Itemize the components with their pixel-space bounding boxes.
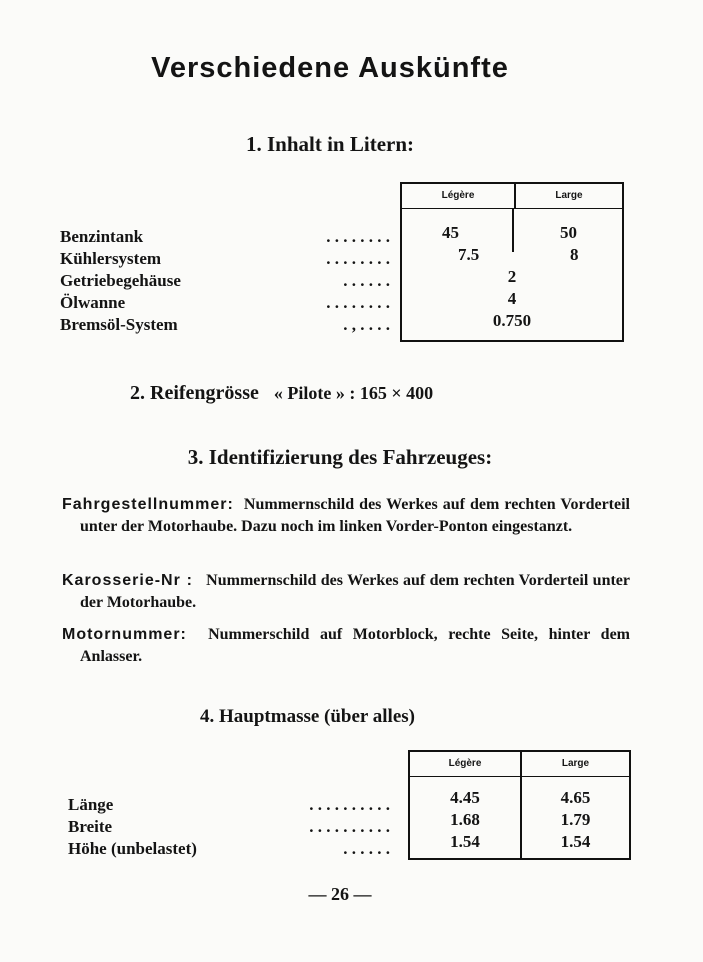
row-label: Kühlersystem: [60, 249, 162, 268]
cell-large: 50: [560, 223, 577, 242]
capacity-table: [400, 182, 624, 342]
cell-large: 8: [570, 245, 579, 264]
item-key: Motornummer:: [62, 626, 187, 643]
column-large: [522, 752, 629, 858]
identification-item: [62, 570, 630, 614]
label-row: [60, 314, 390, 336]
label-row: [68, 838, 390, 860]
leader-dots: . . . . . . . . . .: [309, 817, 390, 836]
tire-size: « Pilote » : 165 × 400: [273, 383, 434, 403]
row-label: Benzintank: [60, 227, 144, 246]
leader-dots: . . . . . .: [343, 839, 390, 858]
cell-large: 1.79: [560, 810, 591, 829]
row-label: Ölwanne: [60, 293, 126, 312]
section1-labels: [60, 226, 390, 336]
row-label: Getriebegehäuse: [60, 271, 181, 290]
leader-dots: . , . . . .: [343, 315, 390, 334]
dimensions-table: [408, 750, 631, 860]
section1-heading: 1. Inhalt in Litern:: [245, 132, 415, 156]
row-label: Breite: [68, 817, 113, 836]
section2-line: [130, 382, 433, 405]
cell-legere: 4.45: [450, 788, 480, 807]
column-header-large: Large: [555, 190, 583, 201]
cell-legere: 1.54: [450, 832, 480, 851]
label-row: [60, 292, 390, 314]
cell-shared: 0.750: [492, 311, 532, 330]
page-number: — 26 —: [308, 884, 372, 904]
label-row: [60, 226, 390, 248]
cell-legere: 7.5: [458, 245, 480, 264]
cell-large: 1.54: [560, 832, 591, 851]
leader-dots: . . . . . . . .: [326, 227, 390, 246]
item-key: Karosserie-Nr :: [62, 572, 193, 589]
label-row: [60, 270, 390, 292]
cell-shared: 4: [507, 289, 517, 308]
column-divider: [512, 208, 514, 252]
identification-item: [62, 494, 630, 538]
item-key: Fahrgestellnummer:: [62, 496, 234, 513]
cell-shared: 2: [507, 267, 517, 286]
row-label: Länge: [68, 795, 114, 814]
column-header-legere: Légère: [410, 752, 520, 777]
page-title: Verschiedene Auskünfte: [151, 52, 509, 84]
cell-legere: 1.68: [450, 810, 480, 829]
item-text: Nummernschild des Werkes auf dem rechten Vorderteil unter der Motorhaube. Dazu noch im linken Vorder-Ponton eingestanzt.: [80, 496, 631, 535]
item-text: Nummernschild des Werkes auf dem rechten Vorderteil unter der Motorhaube.: [80, 572, 631, 611]
row-label: Höhe (unbelastet): [68, 839, 197, 858]
label-row: [68, 816, 390, 838]
label-row: [60, 248, 390, 270]
cell-legere: 45: [442, 223, 459, 242]
leader-dots: . . . . . . . . . .: [309, 795, 390, 814]
leader-dots: . . . . . .: [343, 271, 390, 290]
column-legere: [410, 752, 522, 858]
column-header-large: Large: [522, 752, 629, 777]
column-header-legere: Légère: [402, 184, 516, 208]
leader-dots: . . . . . . . .: [326, 293, 390, 312]
cell-large: 4.65: [560, 788, 591, 807]
identification-item: [62, 624, 630, 668]
section4-heading: 4. Hauptmasse (über alles): [200, 706, 415, 727]
label-row: [68, 794, 390, 816]
section3-heading: 3. Identifizierung des Fahrzeuges:: [187, 445, 493, 469]
section4-labels: [68, 794, 390, 860]
leader-dots: . . . . . . . .: [326, 249, 390, 268]
section2-heading: 2. Reifengrösse: [130, 382, 259, 404]
item-text: Nummerschild auf Motorblock, rechte Seite, hinter dem Anlasser.: [80, 626, 631, 665]
row-label: Bremsöl-System: [60, 315, 178, 334]
